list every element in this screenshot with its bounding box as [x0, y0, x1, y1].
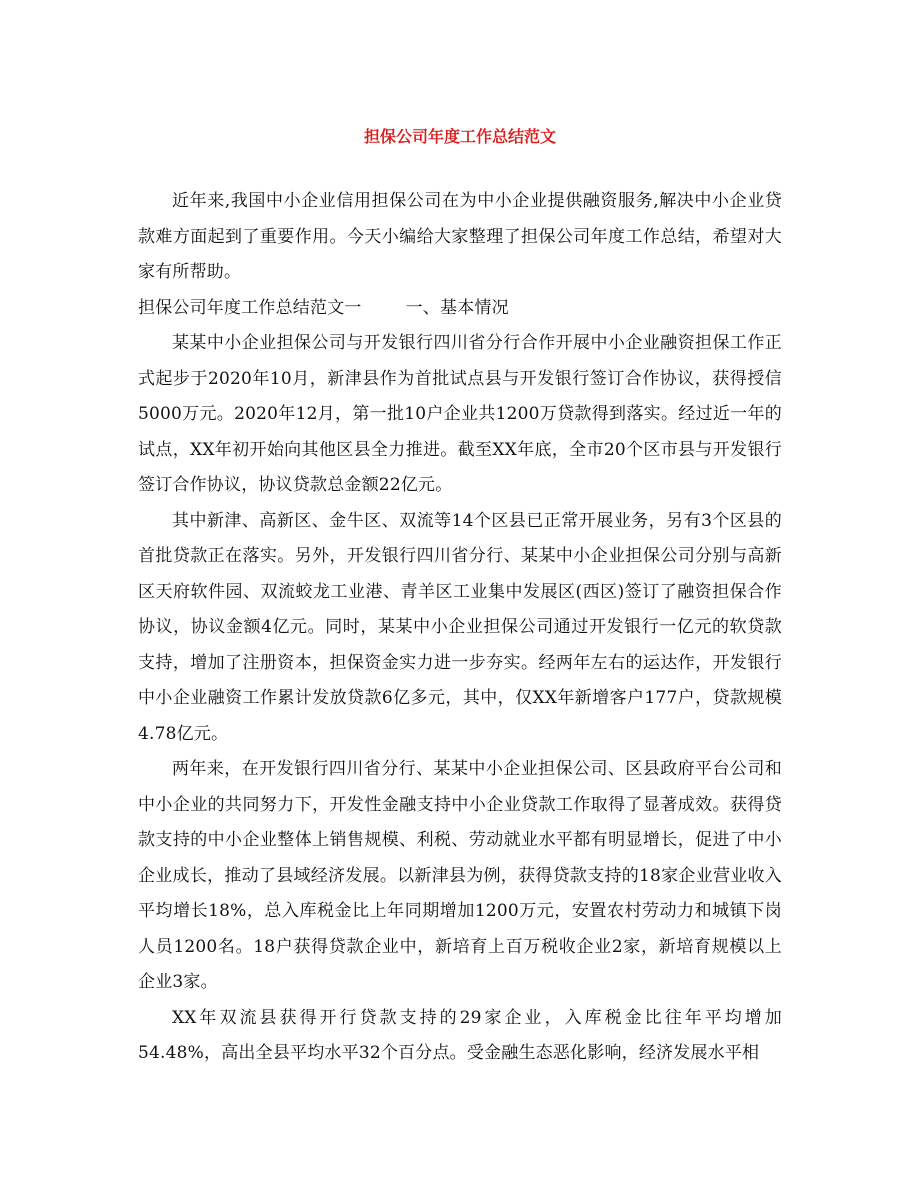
body-paragraph-3: 两年来，在开发银行四川省分行、某某中小企业担保公司、区县政府平台公司和中小企业的共同努力下，开发性金融支持中小企业贷款工作取得了显著成效。获得贷款支持的中小企业整体上销售规模、利税、劳动就业水平都有明显增长，促进了中小企业成长，推动了县域经济发展。以新津县为例，获得贷款支持的18家企业营业收入平均增长18%，总入库税金比上年同期增加1200万元，安置农村劳动力和城镇下岗人员1200名。18户获得贷款企业中，新培育上百万税收企业2家，新培育规模以上企业3家。: [138, 759, 782, 992]
section-heading-title: 担保公司年度工作总结范文一: [138, 297, 362, 318]
body-paragraph-2: 其中新津、高新区、金牛区、双流等14个区县已正常开展业务，另有3个区县的首批贷款正在落实。另外，开发银行四川省分行、某某中小企业担保公司分别与高新区天府软件园、双流蛟龙工业港、青羊区工业集中发展区(西区)签订了融资担保合作协议，协议金额4亿元。同时，某某中小企业担保公司通过开发银行一亿元的软贷款支持，增加了注册资本，担保资金实力进一步夯实。经两年左右的运达作，开发银行中小企业融资工作累计发放贷款6亿多元，其中，仅XX年新增客户177户，贷款规模4.78亿元。: [138, 510, 782, 744]
document-title: 担保公司年度工作总结范文: [363, 127, 556, 146]
section-heading: [138, 291, 782, 327]
intro-paragraph: 近年来,我国中小企业信用担保公司在为中小企业提供融资服务,解决中小企业贷款难方面起到了重要作用。今天小编给大家整理了担保公司年度工作总结，希望对大家有所帮助。: [138, 191, 782, 282]
body-paragraph-4: XX年双流县获得开行贷款支持的29家企业，入库税金比往年平均增加54.48%，高出全县平均水平32个百分点。受金融生态恶化影响，经济发展水平相: [138, 1007, 782, 1063]
section-heading-subtitle: 一、基本情况: [405, 297, 509, 318]
body-paragraph-1: 某某中小企业担保公司与开发银行四川省分行合作开展中小企业融资担保工作正式起步于2020年10月，新津县作为首批试点县与开发银行签订合作协议，获得授信5000万元。2020年12月，第一批10户企业共1200万贷款得到落实。经过近一年的试点，XX年初开始向其他区县全力推进。截至XX年底，全市20个区市县与开发银行签订合作协议，协议贷款总金额22亿元。: [138, 333, 782, 495]
